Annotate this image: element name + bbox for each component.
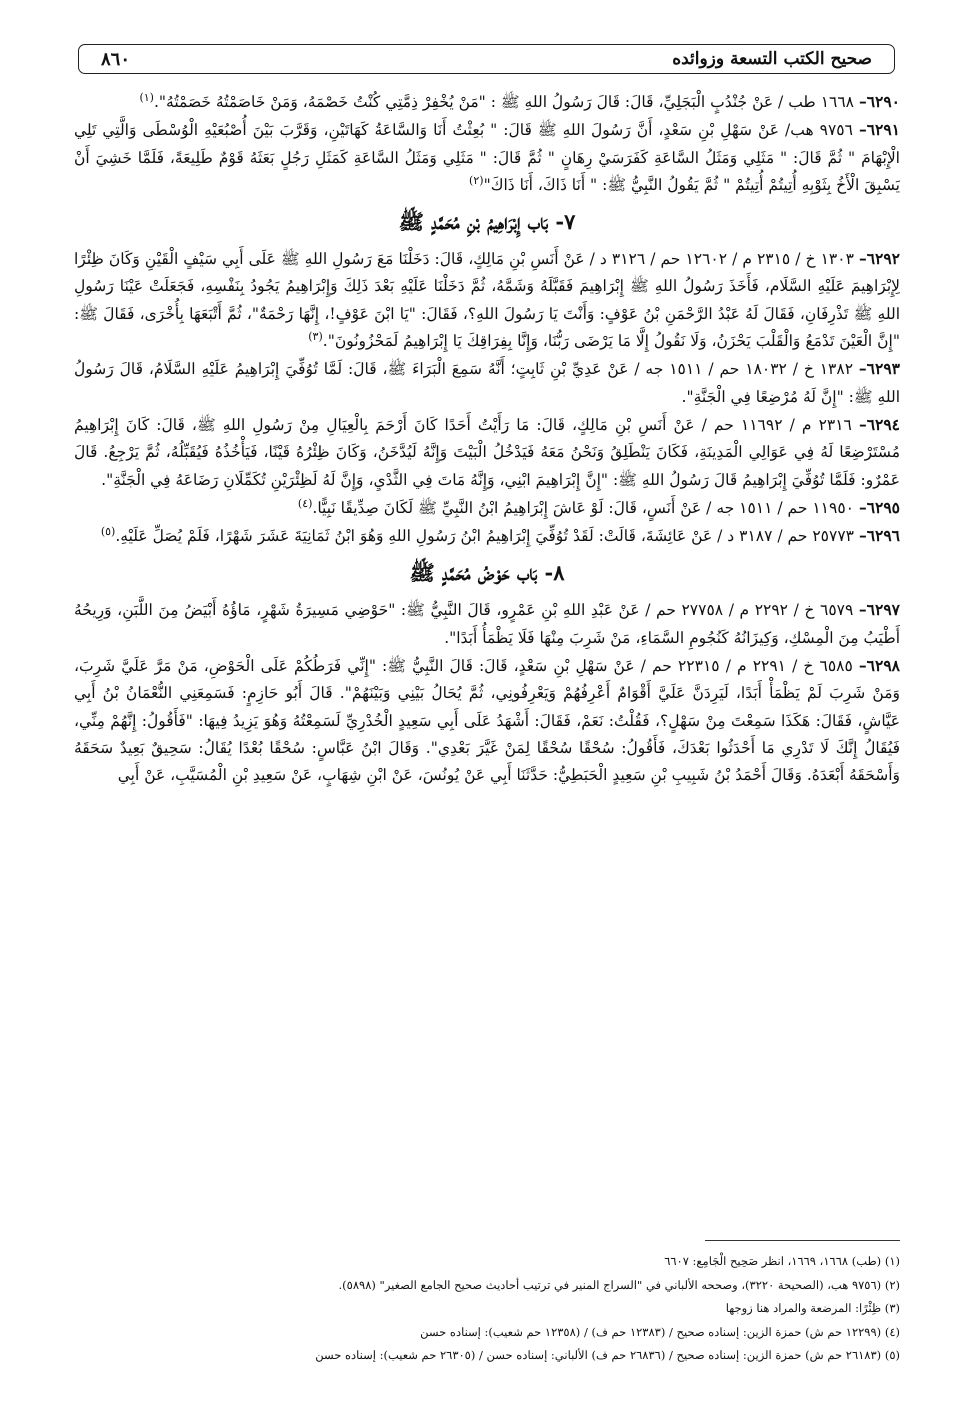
footnote-divider	[705, 1240, 900, 1241]
hadith-6296	[74, 522, 900, 550]
hadith-text: ٩٧٥٦ هب/ عَنْ سَهْلِ بْنِ سَعْدٍ، أَنَّ رَسُولَ اللهِ ﷺ قَالَ: " بُعِثْتُ أَنَا وَالسَّاعَةُ كَهَاتَيْنِ، وَقَرَّبَ بَيْنَ أُصْبُعَيْهِ الْوُسْطَى وَالَّتِي تَلِي الْإِبْهَامَ " ثُمَّ قَالَ: " مَثَلِي وَمَثَلُ السَّاعَةِ كَفَرَسَيْ رِهَانٍ " ثُمَّ قَالَ: " مَثَلِي وَمَثَلُ السَّاعَةِ كَمَثَلِ رَجُلٍ بَعَثَهُ قَوْمٌ طَلِيعَةً، فَلَمَّا خَشِيَ أَنْ يَسْبِقَ الْأَخُ بِثَوْبِهِ أُتِيتُمْ أُتِيتُمْ " ثُمَّ يَقُولُ النَّبِيُّ ﷺ: " أَنَا ذَاكَ، أَنَا ذَاكَ"	[74, 121, 900, 194]
hadith-text: ٢٥٧٧٣ حم / ٣١٨٧ د / عَنْ عَائِشَةَ، قَالَتْ: لَقَدْ تُوُفِّيَ إِبْرَاهِيمُ ابْنُ رَسُولِ اللهِ وَهُوَ ابْنُ ثَمَانِيَةَ عَشَرَ شَهْرًا، فَلَمْ يُصَلِّ عَلَيْهِ.	[115, 527, 859, 546]
page-number: ٨٦٠	[101, 48, 131, 70]
hadith-number: ٦٢٩١–	[858, 120, 900, 140]
hadith-6290	[74, 88, 900, 116]
page-header	[78, 44, 895, 74]
hadith-number: ٦٢٩٢–	[858, 249, 900, 269]
footnote-1: (١) (طب) ١٦٦٨، ١٦٦٩، انظر صَحِيح الْجَامِع: ٦٦٠٧	[664, 1254, 900, 1268]
footnote-3: (٣) ظِئْرًا: المرضعة والمراد هنا زوجها	[725, 1301, 900, 1315]
hadith-text: ٦٥٧٩ خ / ٢٢٩٢ م / ٢٧٧٥٨ حم / عَنْ عَبْدِ اللهِ بْنِ عَمْرٍو، قَالَ النَّبِيُّ ﷺ: "حَوْضِي مَسِيرَةُ شَهْرٍ، مَاؤُهُ أَبْيَضُ مِنَ اللَّبَنِ، وَرِيحُهُ أَطْيَبُ مِنَ الْمِسْكِ، وَكِيزَانُهُ كَنُجُومِ السَّمَاءِ، مَنْ شَرِبَ مِنْهَا فَلَا يَظْمَأُ أَبَدًا".	[74, 601, 900, 647]
hadith-text: ٦٥٨٥ خ / ٢٢٩١ م / ٢٢٣١٥ حم / عَنْ سَهْلِ بْنِ سَعْدٍ، قَالَ: قَالَ النَّبِيُّ ﷺ: "إِنِّي فَرَطُكُمْ عَلَى الْحَوْضِ، مَنْ مَرَّ عَلَيَّ شَرِبَ، وَمَنْ شَرِبَ لَمْ يَظْمَأْ أَبَدًا، لَيَرِدَنَّ عَلَيَّ أَقْوَامٌ أَعْرِفُهُمْ وَيَعْرِفُونِي، ثُمَّ يُحَالُ بَيْنِي وَبَيْنَهُمْ". قَالَ أَبُو حَازِمٍ: فَسَمِعَنِي النُّعْمَانُ بْنُ أَبِي عَيَّاشٍ، فَقَالَ: هَكَذَا سَمِعْتَ مِنْ سَهْلٍ؟، فَقُلْتُ: نَعَمْ، فَقَالَ: أَشْهَدُ عَلَى أَبِي سَعِيدٍ الْخُدْرِيِّ لَسَمِعْتُهُ وَهُوَ يَزِيدُ فِيهَا: "فَأَقُولُ: إِنَّهُمْ مِنِّي، فَيُقَالُ إِنَّكَ لَا تَدْرِي مَا أَحْدَثُوا بَعْدَكَ، فَأَقُولُ: سُحْقًا سُحْقًا لِمَنْ غَيَّرَ بَعْدِي". وَقَالَ ابْنُ عَبَّاسٍ: سُحْقًا بُعْدًا يُقَالُ: سَحِيقٌ بَعِيدٌ سَحَقَهُ وَأَسْحَقَهُ أَبْعَدَهُ. وَقَالَ أَحْمَدُ بْنُ شَبِيبِ بْنِ سَعِيدٍ الْحَبَطِيُّ: حَدَّثَنَا أَبِي عَنْ يُونُسَ، عَنْ ابْنِ شِهَابٍ، عَنْ سَعِيدِ بْنِ الْمُسَيَّبِ، عَنْ أَبِي	[74, 657, 900, 785]
hadith-number: ٦٢٩٨–	[858, 656, 900, 676]
hadith-text: ٢٣١٦ م / ١١٦٩٢ حم / عَنْ أَنَسِ بْنِ مَالِكٍ، قَالَ: مَا رَأَيْتُ أَحَدًا كَانَ أَرْحَمَ بِالْعِيَالِ مِنْ رَسُولِ اللهِ ﷺ، قَالَ: كَانَ إِبْرَاهِيمُ مُسْتَرْضِعًا لَهُ فِي عَوَالِي الْمَدِينَةِ، فَكَانَ يَنْطَلِقُ وَنَحْنُ مَعَهُ فَيَدْخُلُ الْبَيْتَ وَإِنَّهُ لَيُدَّخَنُ، وَكَانَ ظِئْرُهُ قَيْنًا، فَيَأْخُذُهُ فَيُقَبِّلُهُ، ثُمَّ يَرْجِعُ. قَالَ عَمْرٌو: فَلَمَّا تُوُفِّيَ إِبْرَاهِيمُ قَالَ رَسُولُ اللهِ ﷺ: "إِنَّ إِبْرَاهِيمَ ابْنِي، وَإِنَّهُ مَاتَ فِي الثَّدْيِ، وَإِنَّ لَهُ لَظِئْرَيْنِ تُكَمِّلَانِ رَضَاعَهُ فِي الْجَنَّةِ".	[74, 415, 900, 489]
chapter-heading-8: ٨- بَاب حَوْضُ مُحَمَّدٍ ﷺ	[409, 560, 565, 586]
footnote-4: (٤) (١٢٢٩٩ حم ش) حمزة الزين: إسناده صحيح / (١٢٣٨٣ حم ف) / (١٢٣٥٨ حم شعيب): إسناده حسن	[420, 1324, 900, 1339]
book-title: صحيح الكتب التسعة وزوائده	[672, 49, 872, 69]
hadith-6297	[74, 596, 900, 652]
hadith-6291	[74, 116, 900, 199]
hadith-text: ١٦٦٨ طب / عَنْ جُنْدُبٍ الْبَجَلِيِّ، قَالَ: قَالَ رَسُولُ اللهِ ﷺ : "مَنْ يُخْفِرْ ذِمَّتِي كُنْتُ خَصْمَهُ، وَمَنْ خَاصَمْتُهُ خَصَمْتُهُ".	[153, 93, 859, 111]
footnote-ref[interactable]: (١)	[139, 90, 154, 104]
footnotes	[74, 1250, 900, 1400]
hadith-6295	[74, 494, 900, 522]
footnote-ref[interactable]: (٤)	[297, 496, 313, 510]
hadith-number: ٦٢٩٣–	[858, 359, 900, 379]
footnote-5: (٥) (٢٦١٨٣ حم ش) حمزة الزين: إسناده صحيح / (٢٦٨٣٦ حم ف) الألباني: إسناده حسن / (٢٦٣٠٥ حم شعيب): إسناده حسن	[315, 1348, 900, 1362]
hadith-text: ١١٩٥٠ حم / ١٥١١ جه / عَنْ أَنَسٍ، قَالَ: لَوْ عَاشَ إِبْرَاهِيمُ ابْنُ النَّبِيِّ ﷺ لَكَانَ صِدِّيقًا نَبِيًّا.	[312, 498, 859, 517]
hadith-text: ١٣٨٢ خ / ١٨٠٣٢ حم / ١٥١١ جه / عَنْ عَدِيِّ بْنِ ثَابِتٍ؛ أَنَّهُ سَمِعَ الْبَرَاءَ ﷺ، قَالَ: لَمَّا تُوُفِّيَ إِبْرَاهِيمُ عَلَيْهِ السَّلَامُ، قَالَ رَسُولُ اللهِ ﷺ: "إِنَّ لَهُ مُرْضِعًا فِي الْجَنَّةِ".	[74, 360, 900, 406]
hadith-text: ١٣٠٣ خ / ٢٣١٥ م / ١٢٦٠٢ حم / ٣١٢٦ د / عَنْ أَنَسِ بْنِ مَالِكٍ، قَالَ: دَخَلْنَا مَعَ رَسُولِ اللهِ ﷺ عَلَى أَبِي سَيْفٍ الْقَيْنِ وَكَانَ ظِئْرًا لِإِبْرَاهِيمَ عَلَيْهِ السَّلَام، فَأَخَذَ رَسُولُ اللهِ ﷺ إِبْرَاهِيمَ فَقَبَّلَهُ وَشَمَّهُ، ثُمَّ دَخَلْنَا عَلَيْهِ بَعْدَ ذَلِكَ وَإِبْرَاهِيمُ يَجُودُ بِنَفْسِهِ، فَجَعَلَتْ عَيْنَا رَسُولِ اللهِ ﷺ تَذْرِفَانِ، فَقَالَ لَهُ عَبْدُ الرَّحْمَنِ بْنُ عَوْفٍ: وَأَنْتَ يَا رَسُولَ اللهِ؟، فَقَالَ: "يَا ابْنَ عَوْفٍ!، إِنَّهَا رَحْمَةٌ"، ثُمَّ أَتْبَعَهَا بِأُخْرَى، فَقَالَ ﷺ: "إِنَّ الْعَيْنَ تَدْمَعُ وَالْقَلْبَ يَحْزَنُ، وَلَا نَقُولُ إِلَّا مَا يَرْضَى رَبُّنَا، وَإِنَّا بِفِرَاقِكَ يَا إِبْرَاهِيمُ لَمَحْزُونُونَ".	[74, 250, 900, 351]
footnote-ref[interactable]: (٥)	[100, 525, 116, 538]
hadith-number: ٦٢٩٠–	[858, 92, 900, 111]
hadith-6293	[74, 355, 900, 411]
footnote-2: (٢) (٩٧٥٦ هب، (الصحيحة ٣٢٢٠)، وصححه الألباني في "السراج المنير في ترتيب أحاديث صحيح الجامع الصغير" (٥٨٩٨).	[338, 1277, 900, 1292]
hadith-number: ٦٢٩٦–	[858, 526, 900, 546]
hadith-6298	[74, 652, 900, 789]
hadith-number: ٦٢٩٤–	[858, 414, 900, 434]
main-text	[74, 88, 900, 1324]
hadith-number: ٦٢٩٧–	[858, 600, 900, 620]
hadith-number: ٦٢٩٥–	[858, 497, 900, 517]
chapter-heading-7: ٧- بَاب إِبْرَاهِيمُ بْنِ مُحَمَّدٍ ﷺ	[398, 209, 576, 235]
hadith-6292	[74, 245, 900, 355]
footnote-ref[interactable]: (٣)	[308, 329, 323, 343]
footnote-ref[interactable]: (٢)	[469, 173, 484, 187]
hadith-6294	[74, 411, 900, 494]
